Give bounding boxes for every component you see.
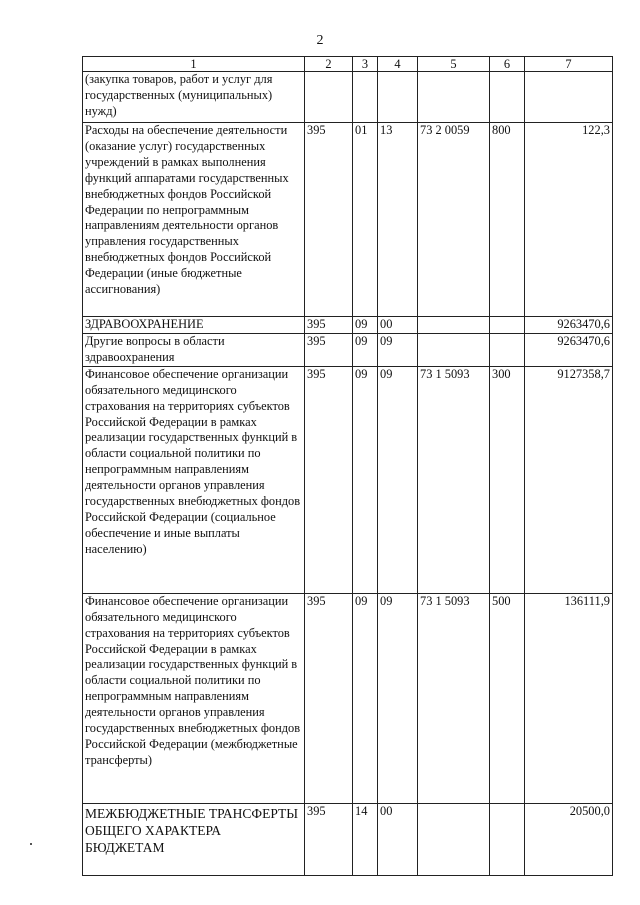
target-article-cell xyxy=(418,334,490,367)
table-row xyxy=(83,123,613,317)
amount-cell xyxy=(525,72,613,123)
scan-speck xyxy=(30,843,32,845)
admin-code-cell: 395 xyxy=(305,803,353,875)
expense-type-cell xyxy=(490,72,525,123)
section-code-cell: 09 xyxy=(353,334,378,367)
row-description: Расходы на обеспечение деятельности (оказание услуг) государственных учреждений в рамках выполнения функций аппаратами государственных внебюджетных фондов Российской Федерации по непрограммным направлениям деятельности органов управления государственных внебюджетных фондов Российской Федерации (иные бюджетные ассигнования) xyxy=(83,123,305,317)
expense-type-cell xyxy=(490,317,525,334)
section-code-cell: 09 xyxy=(353,317,378,334)
table-row xyxy=(83,366,613,593)
header-row xyxy=(83,57,613,72)
expense-type-cell: 800 xyxy=(490,123,525,317)
column-header-6: 6 xyxy=(490,57,525,72)
subsection-code-cell xyxy=(378,72,418,123)
row-description: МЕЖБЮДЖЕТНЫЕ ТРАНСФЕРТЫ ОБЩЕГО ХАРАКТЕРА БЮДЖЕТАМ xyxy=(83,803,305,875)
column-header-5: 5 xyxy=(418,57,490,72)
target-article-cell: 73 1 5093 xyxy=(418,366,490,593)
subsection-code-cell: 00 xyxy=(378,803,418,875)
table-row xyxy=(83,317,613,334)
row-description: Финансовое обеспечение организации обязательного медицинского страхования на территориях субъектов Российской Федерации в рамках реализации государственных функций в области социальной политики по непрограммным направлениям деятельности органов управления государственных внебюджетных фондов Российской Федерации (межбюджетные трансферты) xyxy=(83,593,305,803)
target-article-cell xyxy=(418,803,490,875)
subsection-code-cell: 09 xyxy=(378,334,418,367)
table-row xyxy=(83,334,613,367)
subsection-code-cell: 00 xyxy=(378,317,418,334)
target-article-cell xyxy=(418,72,490,123)
admin-code-cell: 395 xyxy=(305,593,353,803)
row-description: ЗДРАВООХРАНЕНИЕ xyxy=(83,317,305,334)
admin-code-cell: 395 xyxy=(305,334,353,367)
target-article-cell: 73 1 5093 xyxy=(418,593,490,803)
expense-type-cell xyxy=(490,334,525,367)
amount-cell: 9263470,6 xyxy=(525,334,613,367)
column-header-3: 3 xyxy=(353,57,378,72)
amount-cell: 9127358,7 xyxy=(525,366,613,593)
admin-code-cell xyxy=(305,72,353,123)
row-description: Другие вопросы в области здравоохранения xyxy=(83,334,305,367)
section-code-cell: 14 xyxy=(353,803,378,875)
section-code-cell: 09 xyxy=(353,593,378,803)
table-row xyxy=(83,803,613,875)
page-number: 2 xyxy=(316,33,324,48)
column-header-1: 1 xyxy=(83,57,305,72)
budget-table xyxy=(82,56,613,876)
amount-cell: 9263470,6 xyxy=(525,317,613,334)
section-code-cell: 09 xyxy=(353,366,378,593)
subsection-code-cell: 13 xyxy=(378,123,418,317)
target-article-cell: 73 2 0059 xyxy=(418,123,490,317)
column-header-2: 2 xyxy=(305,57,353,72)
subsection-code-cell: 09 xyxy=(378,593,418,803)
section-code-cell: 01 xyxy=(353,123,378,317)
amount-cell: 20500,0 xyxy=(525,803,613,875)
row-description: Финансовое обеспечение организации обязательного медицинского страхования на территориях субъектов Российской Федерации в рамках реализации государственных функций в области социальной политики по непрограммным направлениям деятельности органов управления государственных внебюджетных фондов Российской Федерации (социальное обеспечение и иные выплаты населению) xyxy=(83,366,305,593)
admin-code-cell: 395 xyxy=(305,317,353,334)
column-header-4: 4 xyxy=(378,57,418,72)
section-code-cell xyxy=(353,72,378,123)
row-description: (закупка товаров, работ и услуг для государственных (муниципальных) нужд) xyxy=(83,72,305,123)
target-article-cell xyxy=(418,317,490,334)
column-header-7: 7 xyxy=(525,57,613,72)
expense-type-cell xyxy=(490,803,525,875)
amount-cell: 122,3 xyxy=(525,123,613,317)
expense-type-cell: 300 xyxy=(490,366,525,593)
table-row xyxy=(83,593,613,803)
table-row xyxy=(83,72,613,123)
amount-cell: 136111,9 xyxy=(525,593,613,803)
admin-code-cell: 395 xyxy=(305,123,353,317)
expense-type-cell: 500 xyxy=(490,593,525,803)
admin-code-cell: 395 xyxy=(305,366,353,593)
subsection-code-cell: 09 xyxy=(378,366,418,593)
